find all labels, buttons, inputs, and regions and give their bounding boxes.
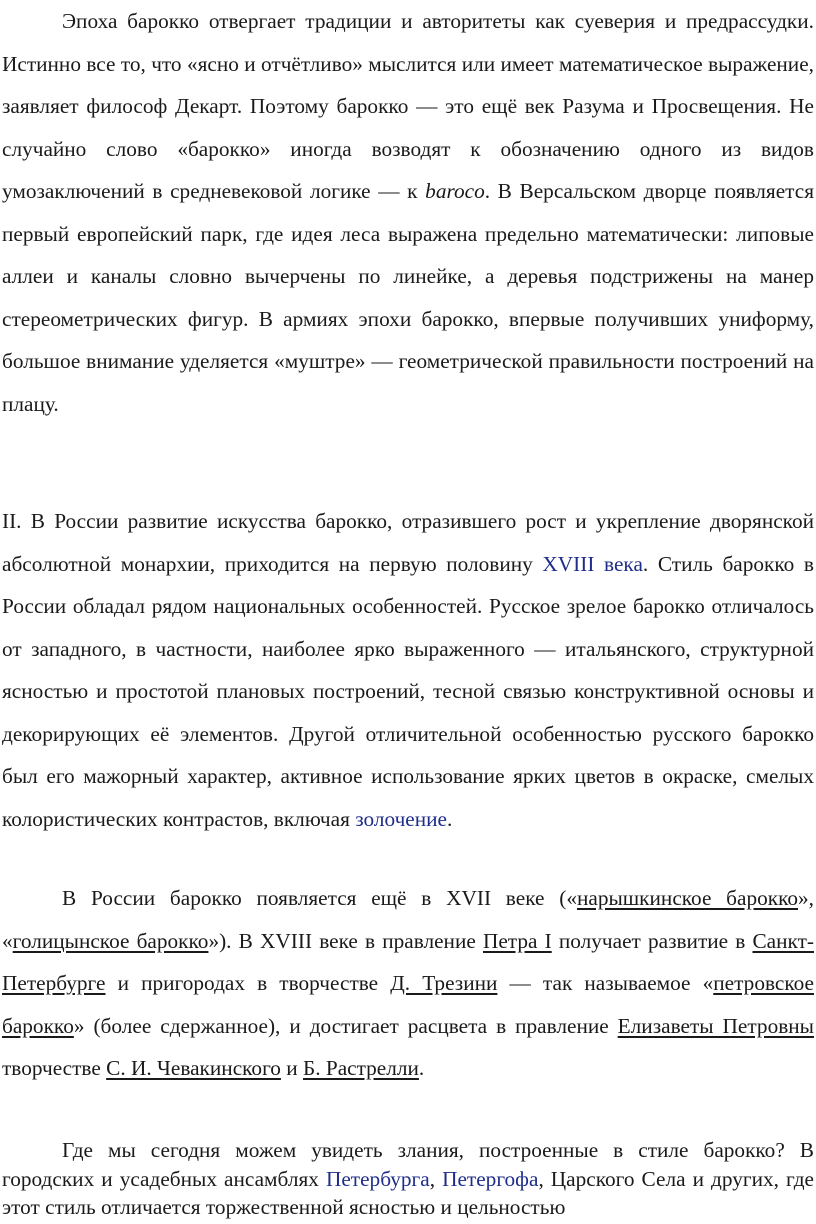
text: »). В XVIII веке в правление	[208, 928, 483, 953]
text: получает развитие в	[551, 928, 753, 953]
link-naryshkin-baroque[interactable]: нарышкинское барокко	[576, 886, 799, 910]
paragraph-baroque-reason	[2, 0, 814, 425]
text: » (более сдержанное), и достигает расцвета в правление	[73, 1013, 618, 1038]
text: — так называемое «	[497, 971, 714, 995]
link-gilding[interactable]: золочение	[355, 806, 447, 831]
italic-term-baroco: baroco	[425, 179, 485, 203]
text: и пригородах в творчестве	[105, 971, 391, 995]
text: », «	[2, 886, 814, 953]
text: ,	[429, 1166, 443, 1191]
link-18th-century[interactable]: XVIII века	[542, 551, 643, 576]
text: Где мы сегодня можем увидеть злания, построенные в стиле барокко? В городских и усадебных ансамблях	[2, 1138, 814, 1191]
text: , Царского Села и других, где этот стиль отличается торжественной ясностью и цельностью	[2, 1166, 814, 1219]
link-chevakinsky[interactable]: С. И. Чевакинского	[106, 1056, 281, 1080]
link-saint-petersburg[interactable]: Санкт-Петербурге	[2, 928, 814, 995]
text: .	[418, 1056, 425, 1080]
text: В России барокко появляется ещё в XVII веке («	[62, 886, 577, 910]
link-peter-i[interactable]: Петра I	[482, 928, 552, 953]
link-elizabeth-petrovna[interactable]: Елизаветы Петровны	[617, 1013, 814, 1038]
link-golitsyn-baroque[interactable]: голицынское барокко	[12, 928, 209, 953]
text: .	[447, 806, 453, 831]
paragraph-where-to-see	[2, 1136, 814, 1222]
link-petersburg[interactable]: Петербурга	[325, 1166, 430, 1191]
paragraph-russian-baroque	[2, 500, 814, 840]
link-rastrelli[interactable]: Б. Растрелли	[302, 1056, 419, 1080]
text: творчестве	[2, 1056, 107, 1080]
text: Эпоха барокко отвергает традиции и авторитеты как суеверия и предрассудки. Истинно все то, что «ясно и отчётливо» мыслится или имеет математическое выражение, заявляет философ Декарт. Поэтому барокко — это ещё век Разума и Просвещения. Не случайно слово «барокко» иногда возводят к обозначению одного из видов умозаключений в средневековой логике — к	[2, 9, 814, 203]
text: II. В России развитие искусства барокко, отразившего рост и укрепление дворянской абсолютной монархии, приходится на первую половину	[2, 509, 814, 576]
text: . Стиль барокко в России обладал рядом национальных особенностей. Русское зрелое барокко отличалось от западного, в частности, наиболее ярко выраженного — итальянского, структурной ясностью и простотой плановых построений, тесной связью конструктивной основы и декорирующих её элементов. Другой отличительной особенностью русского барокко был его мажорный характер, активное использование ярких цветов в окраске, смелых колористических контрастов, включая	[2, 551, 814, 831]
text: . В Версальском дворце появляется первый европейский парк, где идея леса выражена предельно математически: липовые аллеи и каналы словно вычерчены по линейке, а деревья подстрижены на манер стереометрических фигур. В армиях эпохи барокко, впервые получивших униформу, большое внимание уделяется «муштре» — геометрической правильности построений на плацу.	[2, 179, 814, 416]
link-peterhof[interactable]: Петергофа	[442, 1166, 539, 1191]
text: и	[280, 1056, 303, 1080]
link-trezzini[interactable]: Д. Трезини	[390, 971, 498, 995]
paragraph-baroque-history	[2, 877, 814, 1090]
link-petrine-baroque[interactable]: петровское барокко	[2, 971, 814, 1038]
